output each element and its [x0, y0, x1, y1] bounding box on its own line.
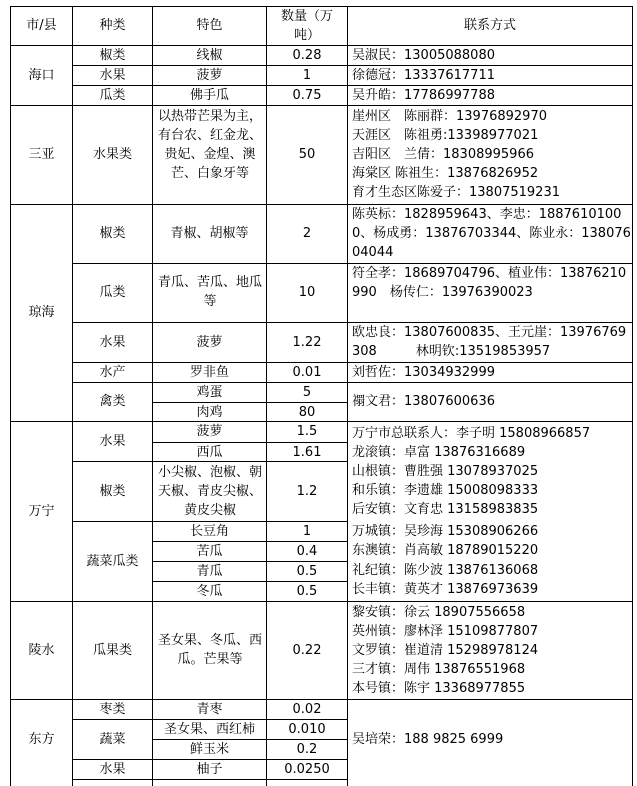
quantity-cell: 80 [298, 405, 316, 420]
feature-cell: 长豆角 [189, 524, 229, 539]
feature-cell: 青椒、胡椒等 [170, 226, 249, 241]
quantity-cell: 0.4 [296, 544, 318, 559]
quantity-cell: 5 [302, 385, 312, 400]
contact-line: 东澳镇：肖高敏 18789015220 [352, 543, 539, 558]
quantity-cell: 1.22 [292, 335, 322, 350]
feature-cell: 佛手瓜 [189, 88, 229, 103]
feature-cell: 菠萝 [196, 424, 223, 439]
quantity-cell: 0.28 [292, 48, 322, 63]
contact-line: 文罗镇：崔道清 15298978124 [352, 643, 539, 658]
contact-line: 育才生态区陈爱子：13807519231 [352, 185, 560, 200]
quantity-cell: 50 [298, 147, 316, 162]
contact-cell: 刘哲佐：13034932999 [352, 365, 495, 380]
feature-cell: 苦瓜 [196, 544, 223, 559]
quantity-cell: 0.01 [292, 365, 322, 380]
quantity-cell: 0.0250 [284, 762, 330, 777]
contact-line: 海棠区 陈祖生：13876826952 [352, 166, 539, 181]
header-quantity: 数量（万吨） [280, 9, 333, 43]
header-feature: 特色 [196, 18, 223, 33]
contact-line: 崖州区 陈丽群：13976892970 [352, 109, 547, 124]
category-cell: 水果 [99, 68, 126, 83]
quantity-cell: 0.5 [296, 584, 318, 599]
category-cell: 椒类 [99, 484, 126, 499]
feature-cell: 菠萝 [196, 335, 223, 350]
feature-cell: 罗非鱼 [189, 365, 229, 380]
feature-cell: 青瓜 [196, 564, 223, 579]
feature-cell: 圣女果、冬瓜、西瓜。芒果等 [157, 633, 262, 667]
feature-cell: 菠萝 [196, 68, 223, 83]
contact-line: 山根镇：曹胜强 13078937025 [352, 464, 539, 479]
quantity-cell: 0.2 [296, 742, 318, 757]
quantity-cell: 1.5 [296, 424, 318, 439]
city-haikou: 海口 [28, 68, 55, 83]
category-cell: 水果 [99, 434, 126, 449]
category-cell: 椒类 [99, 48, 126, 63]
feature-cell: 肉鸡 [196, 405, 223, 420]
quantity-cell: 0.5 [296, 564, 318, 579]
contact-line: 和乐镇：李遗雄 15008098333 [352, 483, 539, 498]
contact-line: 万宁市总联系人：李子明 15808966857 [352, 426, 591, 441]
city-sanya: 三亚 [28, 147, 55, 162]
feature-cell: 以热带芒果为主，有台农、红金龙、贵妃、金煌、澳芒、白象牙等 [157, 109, 262, 181]
contact-cell: 欧忠良：13807600835、王元崖：13976769308 林明钦:13519853957 [352, 325, 627, 359]
city-dongfang: 东方 [28, 732, 55, 747]
quantity-cell: 2 [302, 226, 312, 241]
border-right [632, 6, 633, 786]
contact-line: 长丰镇：黄英才 13876973639 [352, 582, 539, 597]
contact-line: 后安镇：文育忠 13158983835 [352, 502, 539, 517]
category-cell: 枣类 [99, 702, 126, 717]
contact-line: 龙滚镇：卓富 13876316689 [352, 445, 526, 460]
feature-cell: 冬瓜 [196, 584, 223, 599]
header-category: 种类 [99, 18, 126, 33]
contact-line: 天涯区 陈祖勇:13398977021 [352, 128, 539, 143]
quantity-cell: 1.2 [296, 484, 318, 499]
contact-line: 英州镇：廖林泽 15109877807 [352, 624, 539, 639]
quantity-cell: 1.61 [292, 445, 322, 460]
contact-line: 礼纪镇：陈少波 13876136068 [352, 563, 539, 578]
category-cell: 禽类 [99, 394, 126, 409]
category-cell: 水果 [99, 335, 126, 350]
header-city: 市/县 [26, 18, 57, 33]
contact-cell: 陈英标：1828959643、李忠：18876101000、杨成勇：13876703344、陈业永：13807604044 [352, 207, 631, 260]
row-divider [72, 779, 347, 780]
quantity-cell: 0.010 [288, 722, 326, 737]
category-cell: 瓜类 [99, 285, 126, 300]
contact-cell: 吴淑民：13005088080 [352, 48, 495, 63]
feature-cell: 西瓜 [196, 445, 223, 460]
city-qionghai: 琼海 [28, 305, 55, 320]
feature-cell: 青枣 [196, 702, 223, 717]
col-divider [347, 6, 348, 786]
category-cell: 瓜果类 [92, 643, 132, 658]
quantity-cell: 10 [298, 285, 316, 300]
category-cell: 蔬菜 [99, 732, 126, 747]
category-cell: 椒类 [99, 226, 126, 241]
feature-cell: 线椒 [196, 48, 223, 63]
feature-cell: 柚子 [196, 762, 223, 777]
feature-cell: 鸡蛋 [196, 385, 223, 400]
feature-cell: 鲜玉米 [189, 742, 229, 757]
contact-cell: 符全孝：18689704796、植业伟：13876210990 杨传仁：13976390023 [352, 266, 627, 300]
quantity-cell: 0.75 [292, 88, 322, 103]
feature-cell: 小尖椒、泡椒、朝天椒、青皮尖椒、黄皮尖椒 [157, 465, 262, 518]
contact-cell: 吴培荣：188 9825 6999 [352, 732, 504, 747]
contact-line: 万城镇：吴珍海 15308906266 [352, 524, 539, 539]
category-cell: 水产 [99, 365, 126, 380]
city-lingshui: 陵水 [28, 643, 55, 658]
quantity-cell: 1 [302, 524, 312, 539]
quantity-cell: 0.02 [292, 702, 322, 717]
quantity-cell: 1 [302, 68, 312, 83]
contact-cell: 吴升皓：17786997788 [352, 88, 495, 103]
feature-cell: 圣女果、西红柿 [163, 722, 255, 737]
header-contact: 联系方式 [463, 18, 516, 33]
quantity-cell: 0.22 [292, 643, 322, 658]
contact-line: 黎安镇：徐云 18907556658 [352, 605, 526, 620]
category-cell: 蔬菜瓜类 [86, 554, 139, 569]
contact-cell: 禤文君：13807600636 [352, 394, 495, 409]
contact-line: 本号镇：陈宇 13368977855 [352, 681, 526, 696]
category-cell: 水果 [99, 762, 126, 777]
feature-cell: 青瓜、苦瓜、地瓜等 [157, 275, 262, 309]
category-cell: 瓜类 [99, 88, 126, 103]
contact-cell: 徐德冠：13337617711 [352, 68, 495, 83]
contact-line: 吉阳区 兰倩：18308995966 [352, 147, 534, 162]
contact-line: 三才镇：周伟 13876551968 [352, 662, 526, 677]
city-wanning: 万宁 [28, 504, 55, 519]
category-cell: 水果类 [92, 147, 132, 162]
